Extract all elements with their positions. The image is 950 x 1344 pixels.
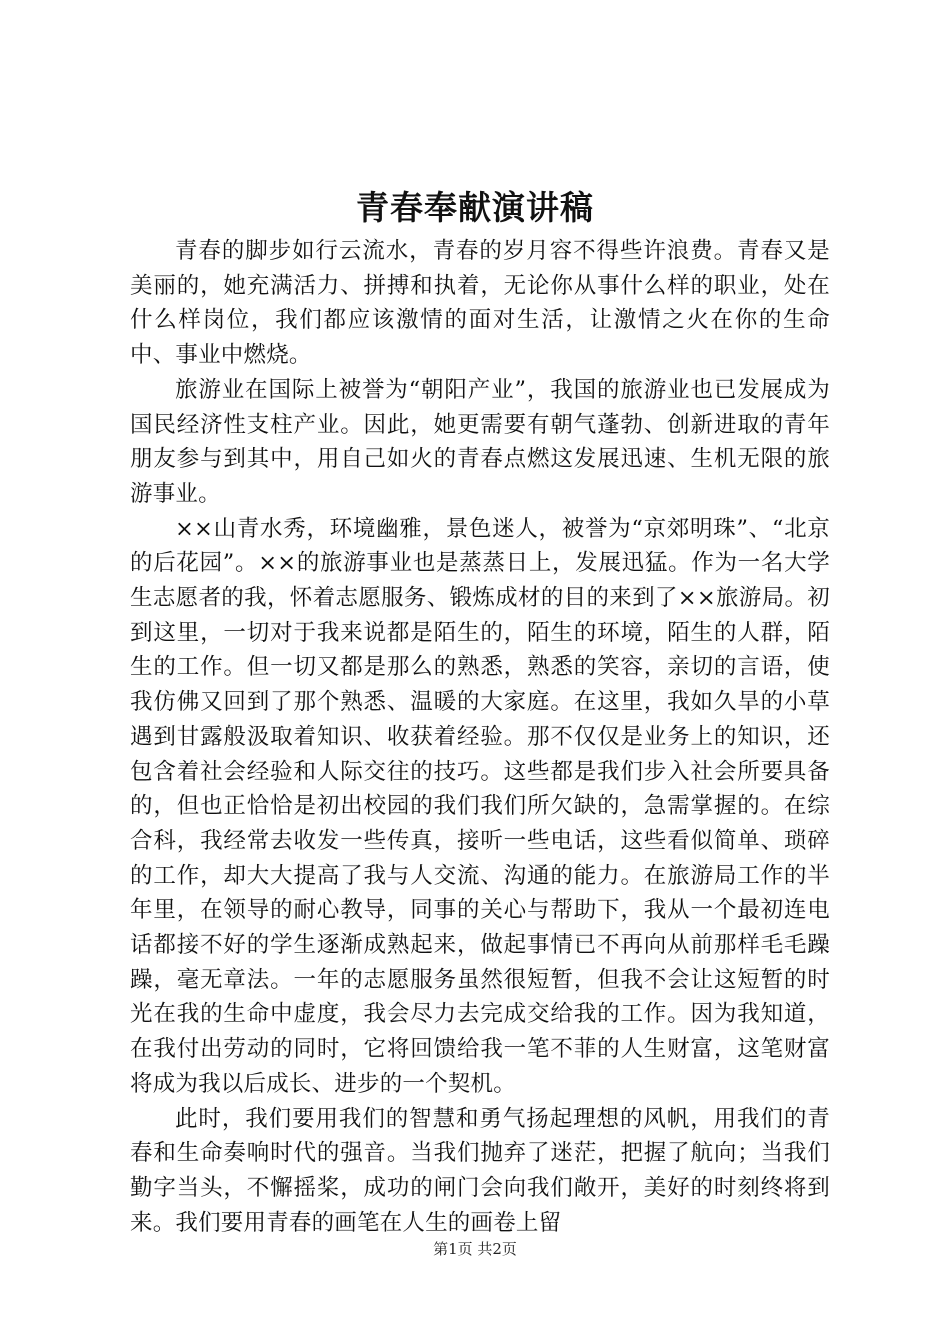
paragraph-2: 旅游业在国际上被誉为“朝阳产业”，我国的旅游业也已发展成为国民经济性支柱产业。因此，她更需要有朝气蓬勃、创新进取的青年朋友参与到其中，用自己如火的青春点燃这发展迅速、生机无限的旅游事业。 [130, 376, 830, 507]
document-body [130, 234, 830, 1240]
paragraph-3: ××山青水秀，环境幽雅，景色迷人，被誉为“京郊明珠”、“北京的后花园”。××的旅游事业也是蒸蒸日上，发展迅猛。作为一名大学生志愿者的我，怀着志愿服务、锻炼成材的目的来到了××旅游局。初到这里，一切对于我来说都是陌生的，陌生的环境，陌生的人群，陌生的工作。但一切又都是那么的熟悉，熟悉的笑容，亲切的言语，使我仿佛又回到了那个熟悉、温暖的大家庭。在这里，我如久旱的小草遇到甘露般汲取着知识、收获着经验。那不仅仅是业务上的知识，还包含着社会经验和人际交往的技巧。这些都是我们步入社会所要具备的，但也正恰恰是初出校园的我们我们所欠缺的，急需掌握的。在综合科，我经常去收发一些传真，接听一些电话，这些看似简单、琐碎的工作，却大大提高了我与人交流、沟通的能力。在旅游局工作的半年里，在领导的耐心教导，同事的关心与帮助下，我从一个最初连电话都接不好的学生逐渐成熟起来，做起事情已不再向从前那样毛毛躁躁，毫无章法。一年的志愿服务虽然很短暂，但我不会让这短暂的时光在我的生命中虚度，我会尽力去完成交给我的工作。因为我知道，在我付出劳动的同时，它将回馈给我一笔不菲的人生财富，这笔财富将成为我以后成长、进步的一个契机。 [130, 515, 830, 1097]
document-title: 青春奉献演讲稿 [356, 188, 594, 227]
paragraph-4: 此时，我们要用我们的智慧和勇气扬起理想的风帆，用我们的青春和生命奏响时代的强音。当我们抛弃了迷茫，把握了航向；当我们勤字当头，不懈摇桨，成功的闸门会向我们敞开，美好的时刻终将到来。我们要用青春的画笔在人生的画卷上留 [130, 1105, 830, 1236]
paragraph-1: 青春的脚步如行云流水，青春的岁月容不得些许浪费。青春又是美丽的，她充满活力、拼搏和执着，无论你从事什么样的职业，处在什么样岗位，我们都应该激情的面对生活，让激情之火在你的生命中、事业中燃烧。 [130, 238, 830, 369]
page-number-footer: 第1页 共2页 [433, 1240, 517, 1258]
